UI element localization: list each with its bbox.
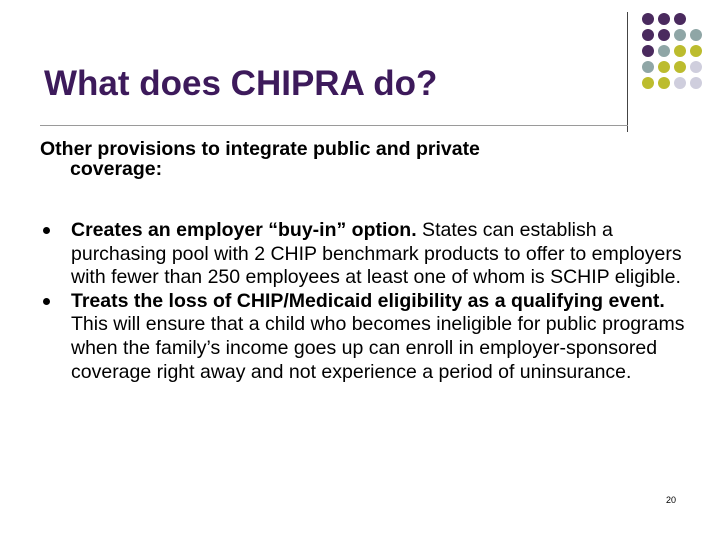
decorative-dot <box>690 61 702 73</box>
decorative-dot <box>642 45 654 57</box>
decorative-dot <box>674 29 686 41</box>
decorative-dot <box>690 77 702 89</box>
decorative-dot <box>658 29 670 41</box>
bullet-item <box>40 290 700 384</box>
bullet-icon <box>43 227 50 234</box>
title-underline <box>40 125 628 126</box>
decorative-dot <box>642 77 654 89</box>
bullet-icon <box>43 298 50 305</box>
decorative-dot <box>642 61 654 73</box>
decorative-dot <box>658 77 670 89</box>
decorative-dot <box>690 45 702 57</box>
decorative-dot <box>674 61 686 73</box>
bullet-item <box>40 219 700 290</box>
decorative-dot <box>690 29 702 41</box>
decorative-dot <box>658 13 670 25</box>
decorative-dot <box>674 77 686 89</box>
subtitle-line-1: Other provisions to integrate public and private <box>40 138 480 160</box>
subtitle-line-2: coverage: <box>70 158 163 180</box>
slide-title: What does CHIPRA do? <box>44 64 438 103</box>
bullet-lead: Creates an employer “buy-in” option. <box>71 219 417 241</box>
decorative-dot-grid <box>638 11 720 101</box>
vertical-divider <box>627 12 628 132</box>
bullet-text: States can establish a purchasing pool with 2 CHIP benchmark products to offer to employers with fewer than 250 employees at least one of whom is SCHIP eligible. <box>71 219 682 289</box>
decorative-dot <box>642 29 654 41</box>
decorative-dot <box>674 13 686 25</box>
decorative-dot <box>642 13 654 25</box>
decorative-dot <box>658 45 670 57</box>
bullet-lead: Treats the loss of CHIP/Medicaid eligibility as a qualifying event. <box>71 289 665 312</box>
bullet-text: This will ensure that a child who becomes ineligible for public programs when the family’s income goes up can enroll in employer-sponsored coverage right away and not experience a period of uninsurance. <box>71 313 685 383</box>
decorative-dot <box>674 45 686 57</box>
bullet-list <box>40 219 700 384</box>
page-number: 20 <box>666 495 677 505</box>
slide-subtitle <box>40 139 640 179</box>
decorative-dot <box>658 61 670 73</box>
